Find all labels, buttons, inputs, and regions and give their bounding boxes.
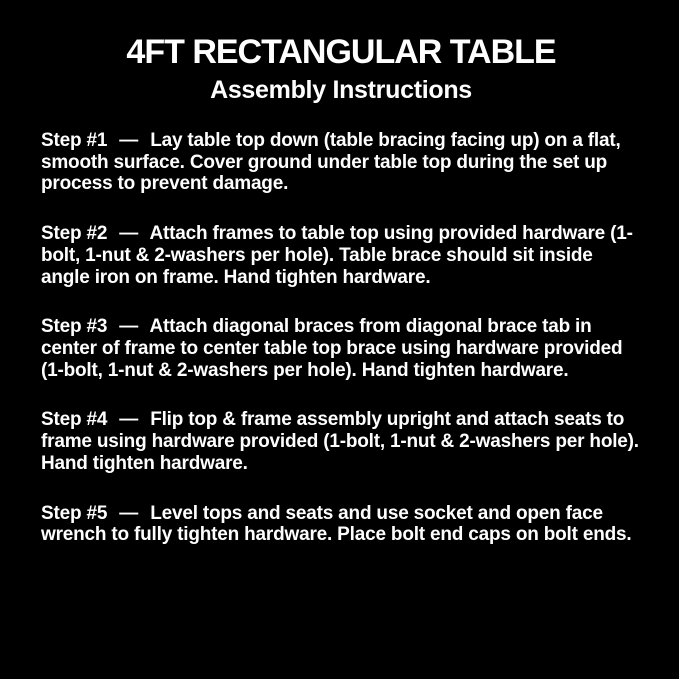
step-1-dash: — — [119, 130, 139, 152]
step-2-paragraph — [41, 223, 641, 288]
steps-list — [41, 130, 641, 546]
step-4-dash: — — [119, 409, 139, 431]
step-1-paragraph — [41, 130, 641, 195]
step-4-paragraph — [41, 409, 641, 474]
step-4-text: Flip top & frame assembly upright and attach seats to frame using hardware provided (1-bolt, 1-nut & 2-washers per hole). Hand tighten hardware. — [41, 409, 639, 474]
step-2-text: Attach frames to table top using provided hardware (1-bolt, 1-nut & 2-washers per hole). Table brace should sit inside angle iron on frame. Hand tighten hardware. — [41, 223, 633, 288]
step-1-text: Lay table top down (table bracing facing up) on a flat, smooth surface. Cover ground under table top during the set up process to prevent damage. — [41, 130, 621, 195]
step-5-paragraph — [41, 503, 641, 546]
step-4-label: Step #4 — [41, 409, 108, 431]
content-area — [0, 33, 679, 546]
step-5-text: Level tops and seats and use socket and open face wrench to fully tighten hardware. Place bolt end caps on bolt ends. — [41, 502, 632, 546]
step-5-dash: — — [119, 502, 139, 524]
step-3-dash: — — [119, 316, 139, 338]
step-1-label: Step #1 — [41, 130, 108, 152]
step-5-label: Step #5 — [41, 502, 108, 524]
step-2-dash: — — [119, 223, 139, 245]
page-title: 4FT RECTANGULAR TABLE — [126, 33, 556, 71]
step-2-label: Step #2 — [41, 223, 108, 245]
step-3-text: Attach diagonal braces from diagonal brace tab in center of frame to center table top brace using hardware provided (1-bolt, 1-nut & 2-washers per hole). Hand tighten hardware. — [41, 316, 623, 381]
step-3-paragraph — [41, 316, 641, 381]
page-subtitle: Assembly Instructions — [210, 76, 472, 105]
step-3-label: Step #3 — [41, 316, 108, 338]
